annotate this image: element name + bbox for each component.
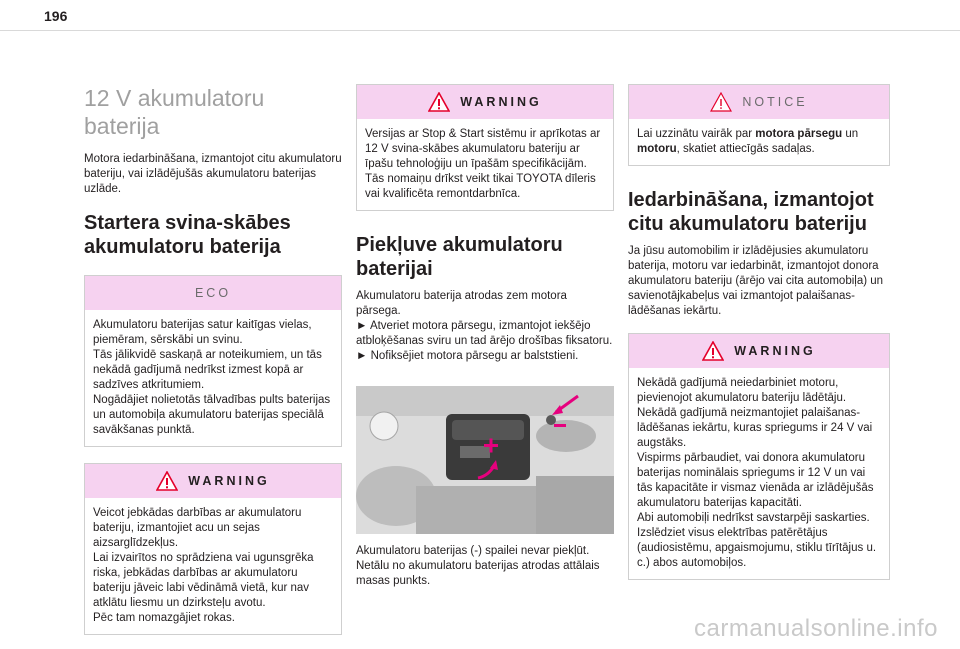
warning-box-body (85, 498, 341, 634)
warning-line: Nekādā gadījumā neiedarbiniet motoru, pievienojot akumulatoru bateriju lādētāju. (637, 377, 847, 404)
notice-box-header (629, 85, 889, 119)
top-divider (0, 30, 960, 31)
notice-bold-text: motora pārsegu (755, 128, 843, 140)
minus-sign-icon (554, 424, 566, 427)
warning-line: Nekādā gadījumā neizmantojiet palaišanas-lādēšanas iekārtu, kuras spriegums ir 24 V vai augstāks. (637, 407, 873, 449)
eco-label: ECO (194, 286, 232, 300)
column-2 (356, 84, 614, 599)
intro-text (356, 289, 614, 364)
step-line: ► Nofiksējiet motora pārsegu ar balststieni. (356, 350, 579, 362)
intro-text: Ja jūsu automobilim ir izlādējusies akumulatoru baterija, motoru var iedarbināt, izmantojot donora akumulatoru bateriju (ārējo vai cita automobiļa) un savienotājkabeļus vai izmantojot palaišanas-lādēšanas iekārtu. (628, 245, 884, 317)
warning-line: Pēc tam nomazgājiet rokas. (93, 612, 235, 624)
section-heading: Piekļuve akumulatoru baterijai (356, 234, 563, 280)
notice-text: un (842, 128, 859, 140)
warning-box (628, 333, 890, 580)
warning-box (84, 463, 342, 635)
intro-line: Akumulatoru baterija atrodas zem motora pārsega. (356, 290, 567, 317)
page-number: 196 (44, 8, 68, 24)
notice-label: NOTICE (742, 95, 808, 109)
notice-box-body (629, 119, 889, 165)
warning-triangle-icon (428, 92, 450, 112)
warning-line: Vispirms pārbaudiet, vai donora akumulatoru baterijas nominālais spriegums ir 12 V un vai tās kapacitāte ir vismaz vienāda ar izlādējušās akumulatoru baterijas kapacitāti. (637, 452, 874, 509)
warning-label: WARNING (188, 474, 270, 488)
notice-bold-text: motoru (637, 143, 677, 155)
warning-line: Veicot jebkādas darbības ar akumulatoru bateriju, izmantojiet acu un sejas aizsarglīdzekļus. (93, 507, 302, 549)
column-3 (628, 84, 890, 594)
eco-box (84, 275, 342, 447)
page-title: 12 V akumulatoru baterija (84, 85, 265, 139)
photo-caption: Akumulatoru baterijas (-) spailei nevar piekļūt. Netālu no akumulatoru baterijas atrodas attālais masas punkts. (356, 545, 600, 587)
eco-box-header (85, 276, 341, 310)
warning-line: Izslēdziet visus elektrības patērētājus (audiosistēmu, apgaismojumu, stiklu tīrītājus u. c.) abos automobiļos. (637, 527, 877, 569)
eco-line: Tās jālikvidē saskaņā ar noteikumiem, un tās nekādā gadījumā nedrīkst izmest kopā ar sadzīves atkritumiem. (93, 349, 322, 391)
engine-bay-photo (356, 386, 614, 534)
eco-line: Nogādājiet nolietotās tālvadības pults baterijas un automobiļa akumulatoru baterijas speciālā savākšanas punktā. (93, 394, 331, 436)
step-line: ► Atveriet motora pārsegu, izmantojot iekšējo atbloķēšanas sviru un tad ārējo drošības fiksatoru. (356, 320, 613, 347)
warning-label: WARNING (460, 95, 542, 109)
warning-box-header (357, 85, 613, 119)
warning-label: WARNING (734, 344, 816, 358)
engine-bay-illustration (356, 386, 614, 534)
section-heading: Startera svina-skābes akumulatoru baterija (84, 212, 291, 258)
warning-line: Abi automobiļi nedrīkst savstarpēji saskarties. (637, 512, 870, 524)
notice-text: Lai uzzinātu vairāk par (637, 128, 756, 140)
watermark: carmanualsonline.info (694, 615, 938, 642)
warning-triangle-icon (156, 471, 178, 491)
section-heading: Iedarbināšana, izmantojot citu akumulatoru bateriju (628, 189, 874, 235)
notice-triangle-icon (710, 92, 732, 112)
eco-line: Akumulatoru baterijas satur kaitīgas vielas, piemēram, sērskābi un svinu. (93, 319, 312, 346)
notice-box (628, 84, 890, 166)
warning-box-header (629, 334, 889, 368)
column-1 (84, 84, 342, 649)
warning-box (356, 84, 614, 211)
warning-triangle-icon (702, 341, 724, 361)
eco-box-body (85, 310, 341, 446)
warning-box-header (85, 464, 341, 498)
warning-box-body (629, 368, 889, 579)
notice-text: , skatiet attiecīgās sadaļas. (676, 143, 815, 155)
warning-box-body: Versijas ar Stop & Start sistēmu ir aprīkotas ar 12 V svina-skābes akumulatoru bateriju ar īpašu tehnoloģiju un īpašām specifikācijām. Tās nomaiņu drīkst veikt tikai TOYOTA dīleris vai kvalificēta remontdarbnīca. (365, 128, 601, 200)
intro-text: Motora iedarbināšana, izmantojot citu akumulatoru bateriju, vai izlādējušās akumulatoru baterijas uzlāde. (84, 153, 342, 195)
warning-line: Lai izvairītos no sprādziena vai ugunsgrēka riska, jebkādas darbības ar akumulatoru bateriju jāveic labi vēdināmā vietā, kur nav atklātu liesmu un dzirksteļu avotu. (93, 552, 314, 609)
